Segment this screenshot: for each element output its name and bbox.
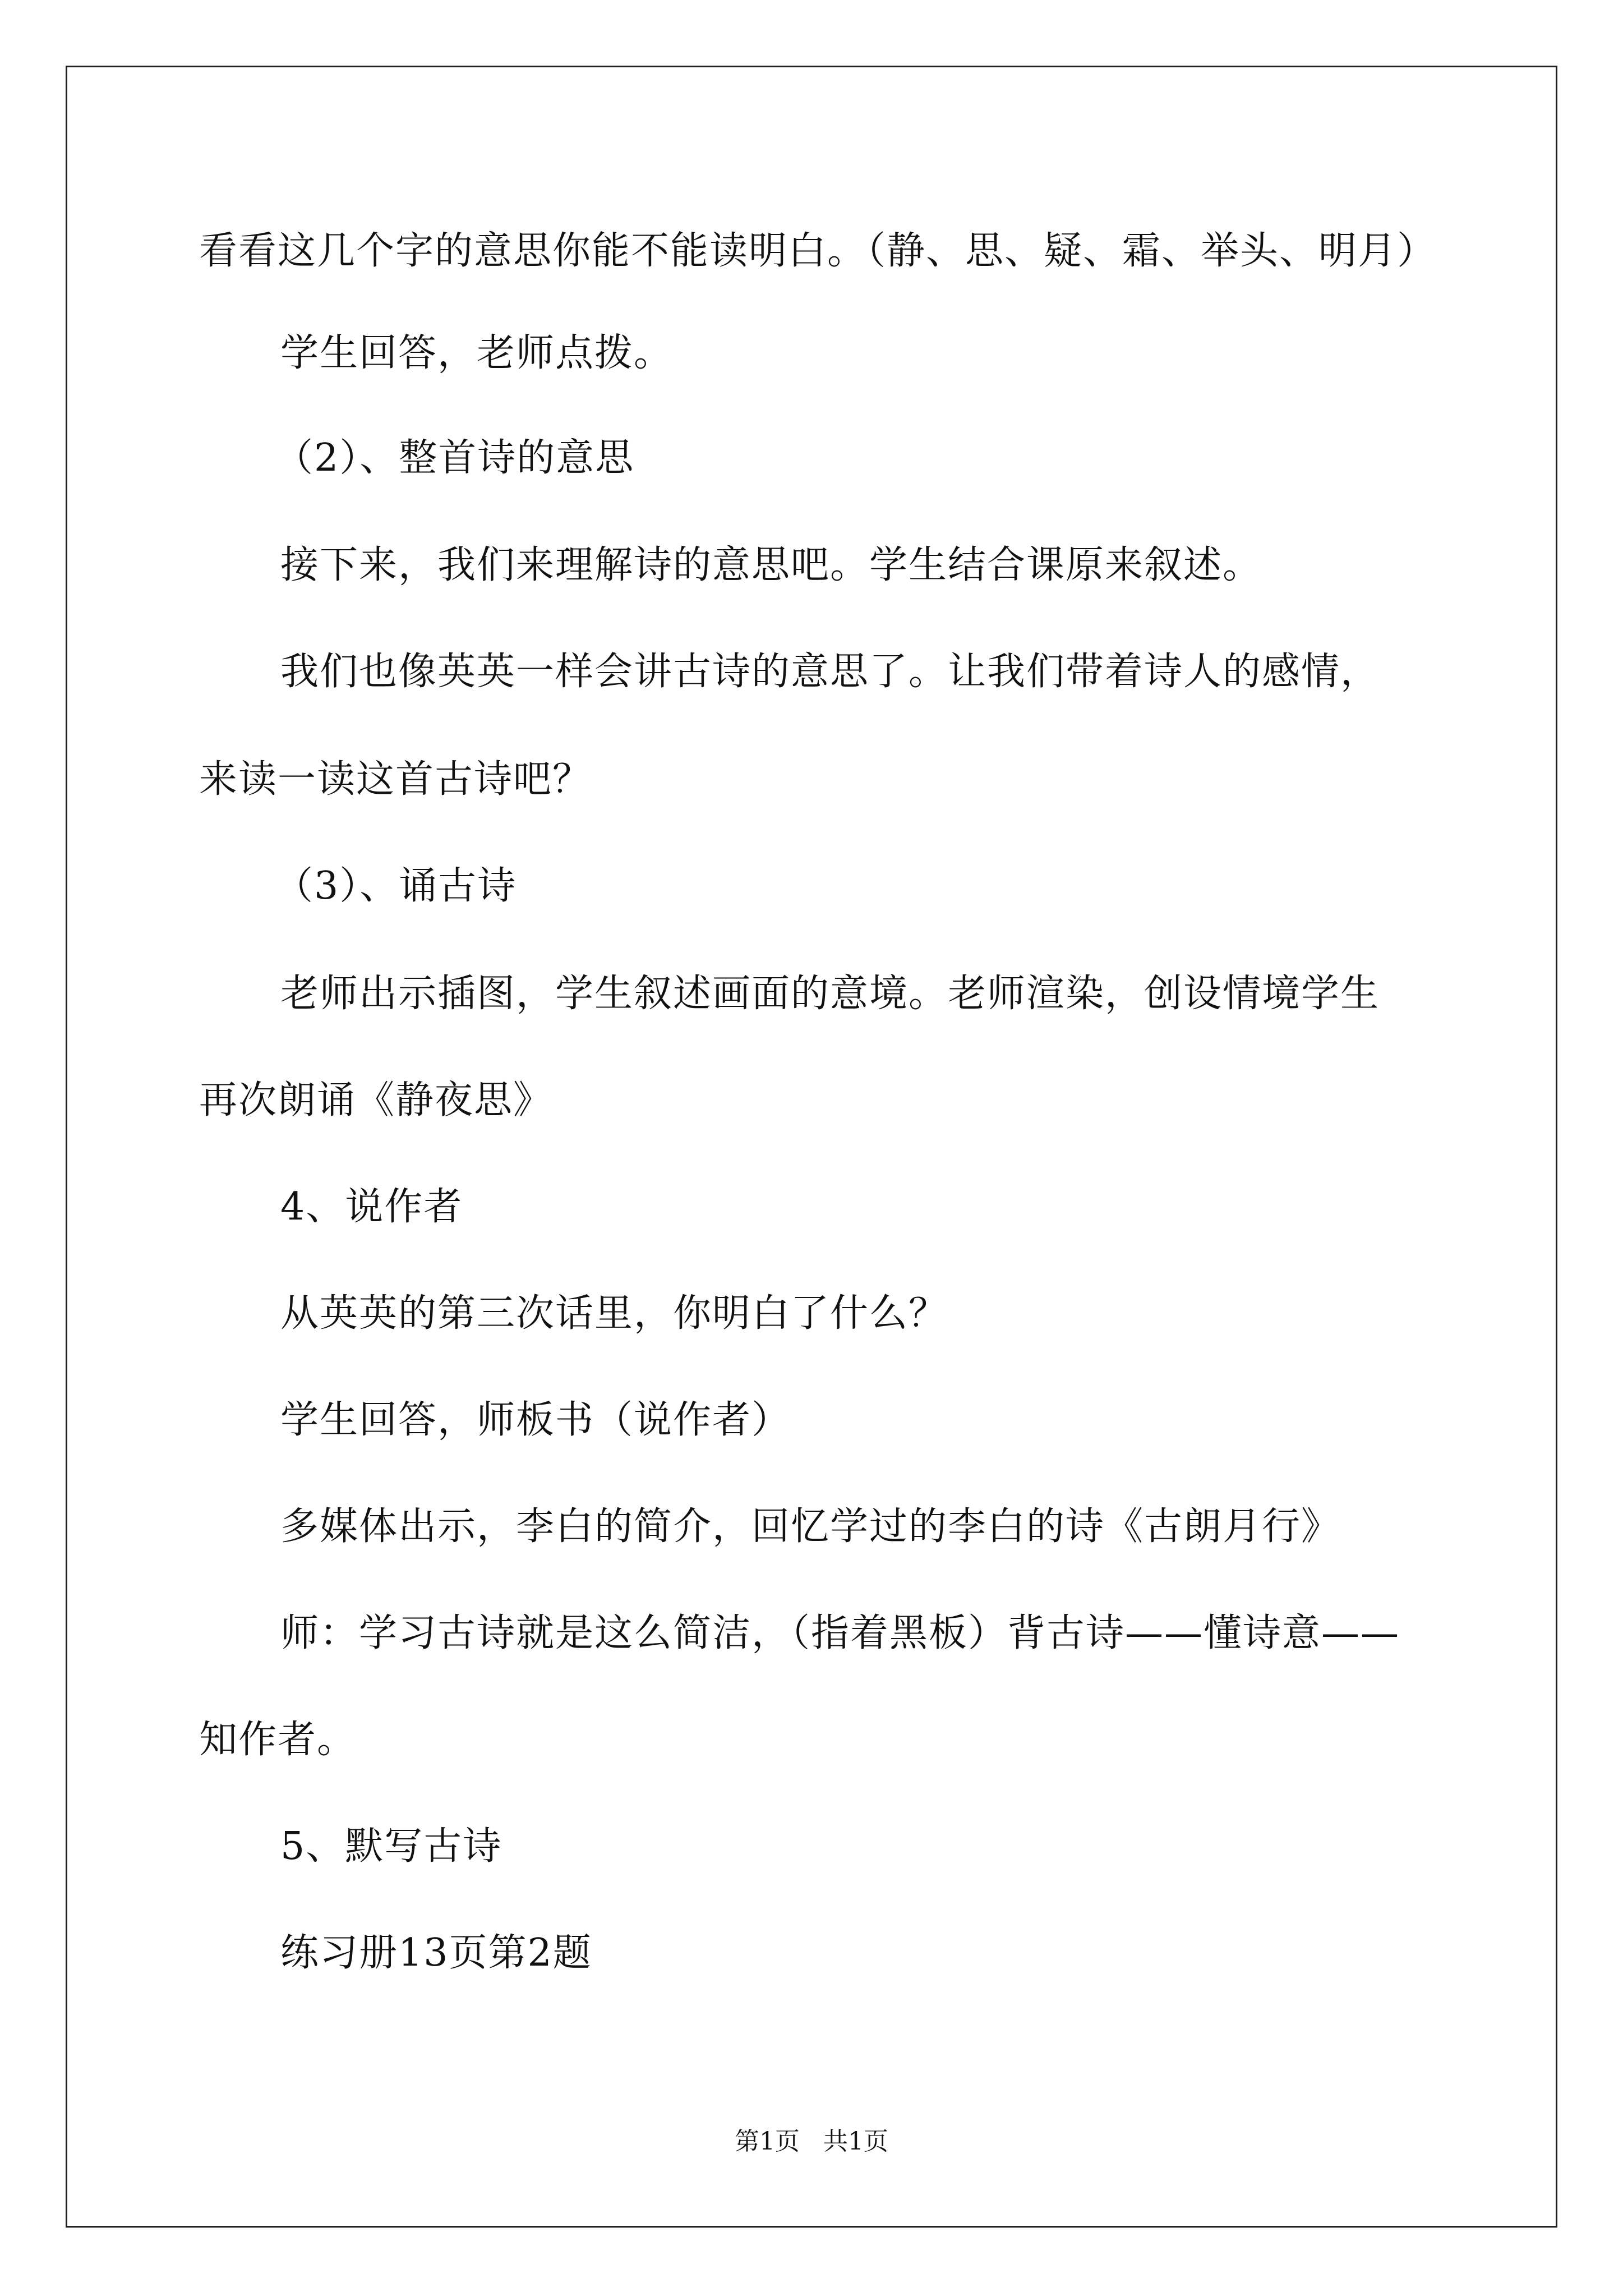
text-line: 接下来，我们来理解诗的意思吧。学生结合课原来叙述。: [280, 543, 1262, 587]
text-line: 来读一读这首古诗吧？: [199, 757, 592, 802]
page-border: [66, 66, 1557, 2228]
text-line: 知作者。: [199, 1718, 357, 1762]
page-number: 第1页: [735, 2127, 800, 2156]
text-line: 老师出示插图，学生叙述画面的意境。老师渲染，创设情境学生: [280, 972, 1380, 1016]
section-heading: （2）、整首诗的意思: [275, 436, 635, 480]
text-line: 学生回答，师板书（说作者）: [280, 1398, 791, 1442]
text-line: 再次朗诵《静夜思》: [199, 1078, 553, 1122]
section-heading: （3）、诵古诗: [275, 864, 517, 908]
text-line: 练习册13页第2题: [280, 1931, 592, 1975]
text-line: 多媒体出示，李白的简介，回忆学过的李白的诗《古朗月行》: [280, 1504, 1341, 1549]
page-total: 共1页: [823, 2127, 888, 2156]
section-heading: 5、默写古诗: [280, 1824, 502, 1869]
text-line: 学生回答，老师点拨。: [280, 331, 674, 375]
text-line: 我们也像英英一样会讲古诗的意思了。让我们带着诗人的感情，: [280, 650, 1380, 694]
text-line: 师：学习古诗就是这么简洁，（指着黑板）背古诗——懂诗意——: [280, 1611, 1400, 1655]
text-line: 从英英的第三次话里，你明白了什么？: [280, 1291, 948, 1336]
page-footer: [0, 2126, 1623, 2157]
section-heading: 4、说作者: [280, 1185, 463, 1229]
text-line: 看看这几个字的意思你能不能读明白。（静、思、疑、霜、举头、明月）: [199, 229, 1437, 273]
